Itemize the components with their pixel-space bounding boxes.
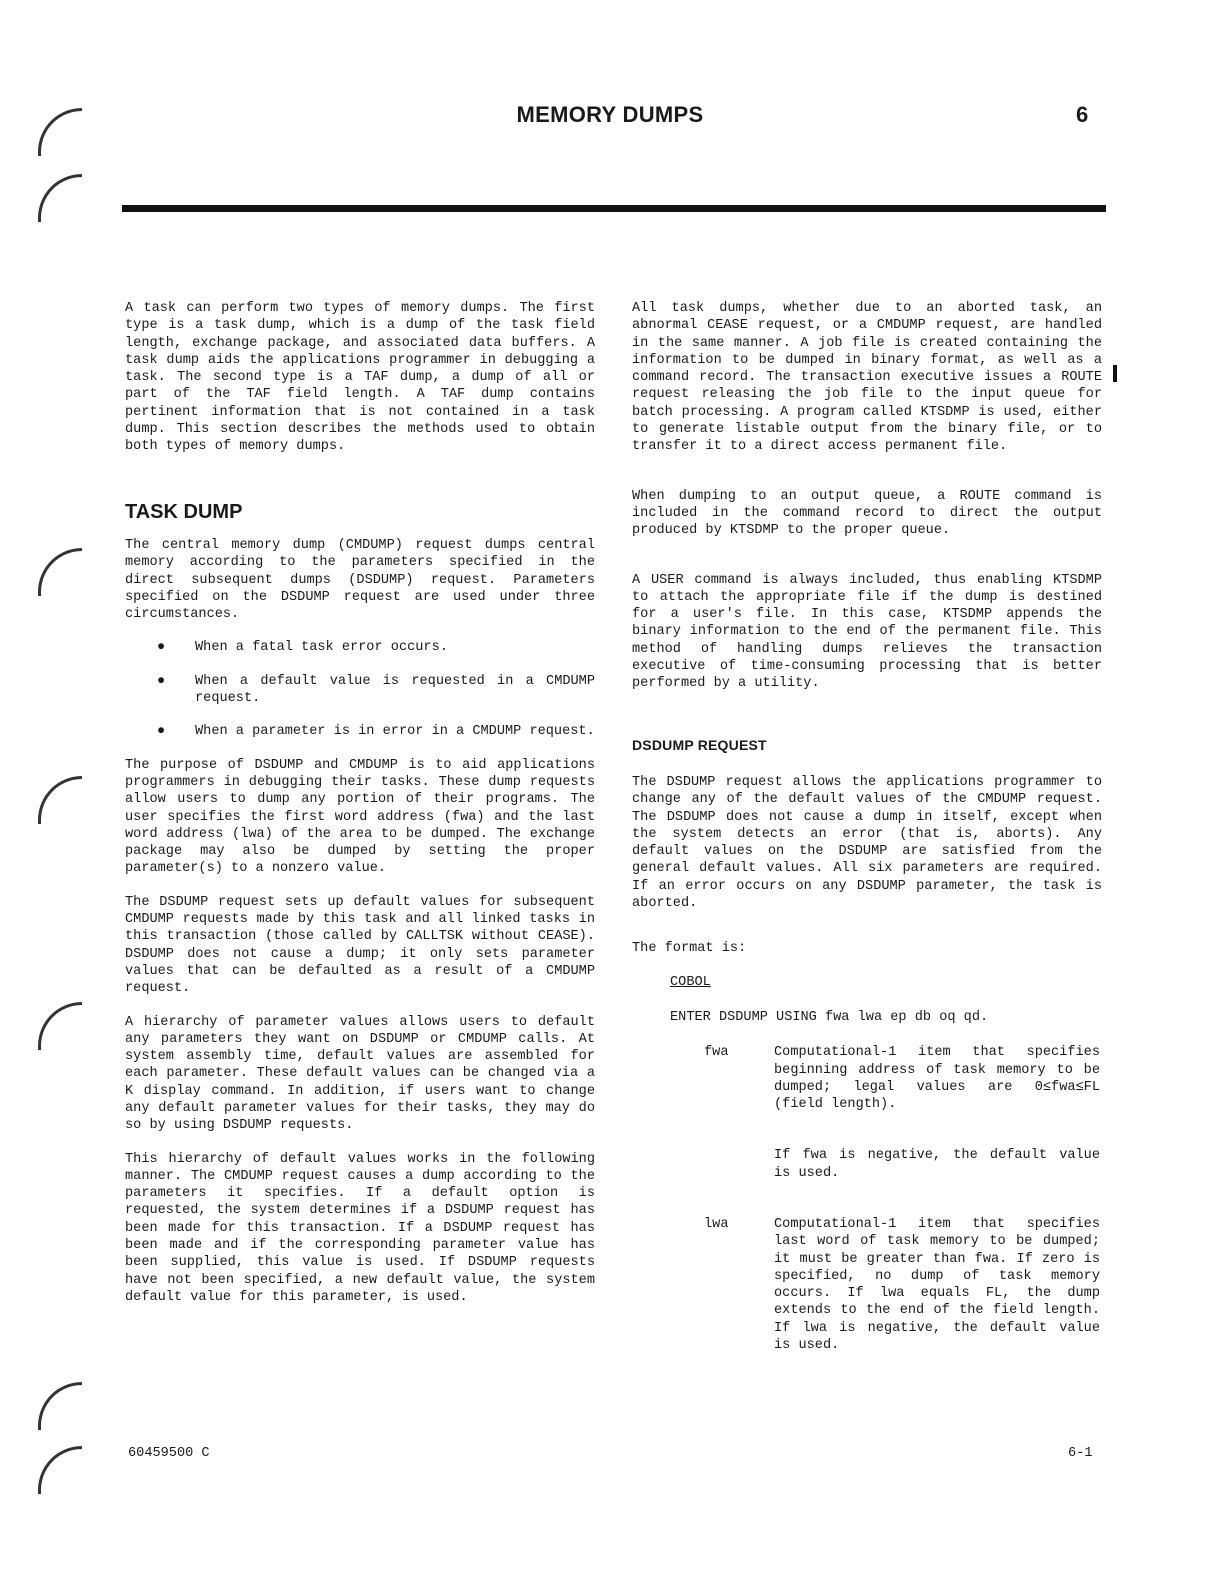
punch-hole-7 bbox=[38, 1446, 82, 1494]
paragraph: The DSDUMP request allows the applications programmer to change any of the default values of the CMDUMP request. The DSDUMP does not cause a dump in itself, except when the system detects an error (that is, aborts). Any default values on the DSDUMP are satisfied from the general default values. All six parameters are required. If an error occurs on any DSDUMP parameter, the task is aborted. bbox=[632, 774, 1102, 912]
syntax-statement: ENTER DSDUMP USING fwa lwa ep db oq qd. bbox=[670, 1009, 989, 1025]
punch-hole-6 bbox=[38, 1382, 82, 1430]
left-column bbox=[125, 300, 595, 1322]
param-lwa bbox=[632, 1216, 1102, 1354]
punch-hole-4 bbox=[38, 776, 82, 824]
change-bar bbox=[1113, 365, 1117, 382]
param-name: lwa bbox=[704, 1216, 729, 1232]
param-note: If fwa is negative, the default value is used. bbox=[774, 1148, 1100, 1181]
paragraph: The purpose of DSDUMP and CMDUMP is to aid applications programmers in debugging their tasks. These dump requests allow users to dump any portion of their programs. The user specifies the first word address (fwa) and the last word address (lwa) of the area to be dumped. The exchange package may also be dumped by setting the proper parameter(s) to a nonzero value. bbox=[125, 757, 595, 877]
section-heading-task-dump: TASK DUMP bbox=[125, 500, 243, 523]
subsection-heading-dsdump: DSDUMP REQUEST bbox=[632, 736, 767, 753]
bullet-icon: ● bbox=[157, 640, 166, 656]
list-item: ● When a fatal task error occurs. bbox=[157, 640, 448, 656]
param-description: Computational-1 item that specifies last word of task memory to be dumped; it must be greater than fwa. If zero is specified, no dump of task memory occurs. If lwa equals FL, the dump extends to the end of the field length. If lwa is negative, the default value is used. bbox=[774, 1216, 1100, 1354]
format-intro: The format is: bbox=[632, 941, 747, 957]
right-column bbox=[632, 300, 1102, 1370]
paragraph: This hierarchy of default values works in the following manner. The CMDUMP request causes a dump according to the parameters it specifies. If a default option is requested, the system determines if a DSDUMP request has been made for this transaction. If a DSDUMP request has been made and if the corresponding parameter value has been supplied, this value is used. If DSDUMP requests have not been specified, a new default value, the system default value for this parameter, is used. bbox=[125, 1151, 595, 1305]
paragraph: The DSDUMP request sets up default values for subsequent CMDUMP requests made by this task and all linked tasks in this transaction (those called by CALLTSK without CEASE). DSDUMP does not cause a dump; it only sets parameter values that can be defaulted as a result of a CMDUMP request. bbox=[125, 894, 595, 997]
list-item: ● When a parameter is in error in a CMDUMP request. bbox=[157, 724, 595, 740]
circumstances-list bbox=[125, 639, 595, 740]
param-description: Computational-1 item that specifies beginning address of task memory to be dumped; legal values are 0≤fwa≤FL (field length). bbox=[774, 1045, 1100, 1113]
list-item: ● When a default value is requested in a CMDUMP request. bbox=[157, 673, 595, 707]
bullet-icon: ● bbox=[157, 673, 166, 689]
intro-paragraph: A task can perform two types of memory dumps. The first type is a task dump, which is a dump of the task field length, exchange package, and associated data buffers. A task dump aids the applications programmer in debugging a task. The second type is a TAF dump, a dump of all or part of the TAF field length. A TAF dump contains pertinent information that is not contained in a task dump. This section describes the methods used to obtain both types of memory dumps. bbox=[125, 301, 595, 455]
punch-hole-3 bbox=[38, 548, 82, 596]
paragraph: A USER command is always included, thus enabling KTSDMP to attach the appropriate file if the dump is destined for a user's file. In this case, KTSDMP appends the binary information to the end of the permanent file. This method of handling dumps relieves the transaction executive of time-consuming processing that is better performed by a utility. bbox=[632, 572, 1102, 692]
document-number: 60459500 C bbox=[128, 1446, 210, 1461]
bullet-icon: ● bbox=[157, 724, 166, 740]
param-name: fwa bbox=[704, 1045, 729, 1061]
param-fwa bbox=[632, 1044, 1102, 1113]
paragraph: A hierarchy of parameter values allows users to default any parameters they want on DSDUMP or CMDUMP calls. At system assembly time, default values are assembled for each parameter. These default values can be changed via a K display command. In addition, if users want to change any default parameter values for their tasks, they may do so by using DSDUMP requests. bbox=[125, 1014, 595, 1134]
punch-hole-5 bbox=[38, 1002, 82, 1050]
chapter-number: 6 bbox=[1076, 102, 1089, 127]
paragraph: The central memory dump (CMDUMP) request dumps central memory according to the parameters specified in the direct subsequent dumps (DSDUMP) request. Parameters specified on the DSDUMP request are used under three circumstances. bbox=[125, 537, 595, 623]
page-number: 6-1 bbox=[1068, 1446, 1093, 1461]
language-label: COBOL bbox=[670, 974, 711, 990]
page-title: MEMORY DUMPS bbox=[516, 102, 704, 127]
paragraph: All task dumps, whether due to an aborted task, an abnormal CEASE request, or a CMDUMP request, are handled in the same manner. A job file is created containing the information to be dumped in binary format, as well as a command record. The transaction executive issues a ROUTE request releasing the job file to the input queue for batch processing. A program called KTSDMP is used, either to generate listable output from the binary file, or to transfer it to a direct access permanent file. bbox=[632, 301, 1102, 455]
header-rule bbox=[122, 205, 1106, 212]
paragraph: When dumping to an output queue, a ROUTE command is included in the command record to direct the output produced by KTSDMP to the proper queue. bbox=[632, 488, 1102, 539]
punch-hole-2 bbox=[38, 174, 82, 222]
